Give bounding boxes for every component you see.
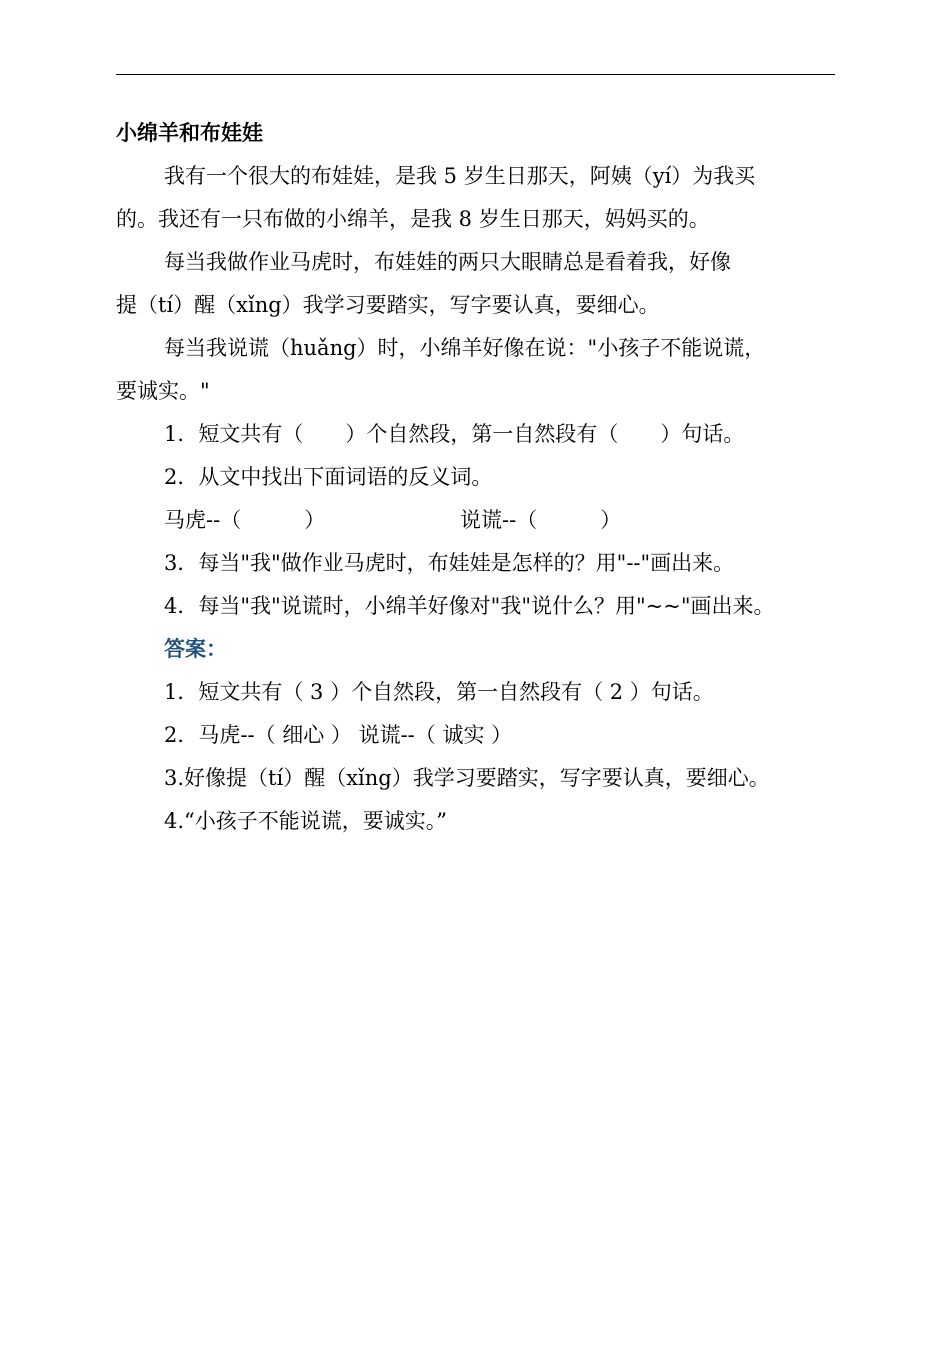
passage-p1-line1: 我有一个很大的布娃娃，是我 5 岁生日那天，阿姨（yí）为我买 (164, 164, 756, 188)
question-1: 1．短文共有（ ）个自然段，第一自然段有（ ）句话。 (164, 422, 745, 446)
passage-p2-line2: 提（tí）醒（xǐng）我学习要踏实，写字要认真，要细心。 (116, 293, 660, 317)
passage-p2-line1: 每当我做作业马虎时，布娃娃的两只大眼睛总是看着我，好像 (164, 250, 731, 274)
antonym-item-mahu: 马虎--（ ） (164, 508, 326, 532)
question-2: 2．从文中找出下面词语的反义词。 (164, 465, 493, 489)
passage-p3-line1: 每当我说谎（huǎng）时，小绵羊好像在说："小孩子不能说谎， (164, 336, 766, 360)
passage-p3-line2: 要诚实。" (116, 379, 210, 403)
answer-4: 4.“小孩子不能说谎，要诚实。” (164, 809, 448, 833)
answer-3: 3.好像提（tí）醒（xǐng）我学习要踏实，写字要认真，要细心。 (164, 766, 770, 790)
answer-2: 2．马虎--（ 细心 ） 说谎--（ 诚实 ） (164, 723, 513, 747)
document-body (116, 112, 835, 843)
question-2-items (116, 499, 835, 542)
question-3: 3．每当"我"做作业马虎时，布娃娃是怎样的？用"--"画出来。 (164, 551, 735, 575)
answer-label: 答案： (164, 637, 227, 661)
answer-1: 1．短文共有（ 3 ）个自然段，第一自然段有（ 2 ）句话。 (164, 680, 714, 704)
passage-p1-line2: 的。我还有一只布做的小绵羊，是我 8 岁生日那天，妈妈买的。 (116, 207, 710, 231)
antonym-item-shuohuang: 说谎--（ ） (460, 508, 622, 532)
header-rule (116, 74, 835, 75)
document-title: 小绵羊和布娃娃 (116, 121, 263, 145)
question-4: 4．每当"我"说谎时，小绵羊好像对"我"说什么？用"~~"画出来。 (164, 594, 775, 618)
